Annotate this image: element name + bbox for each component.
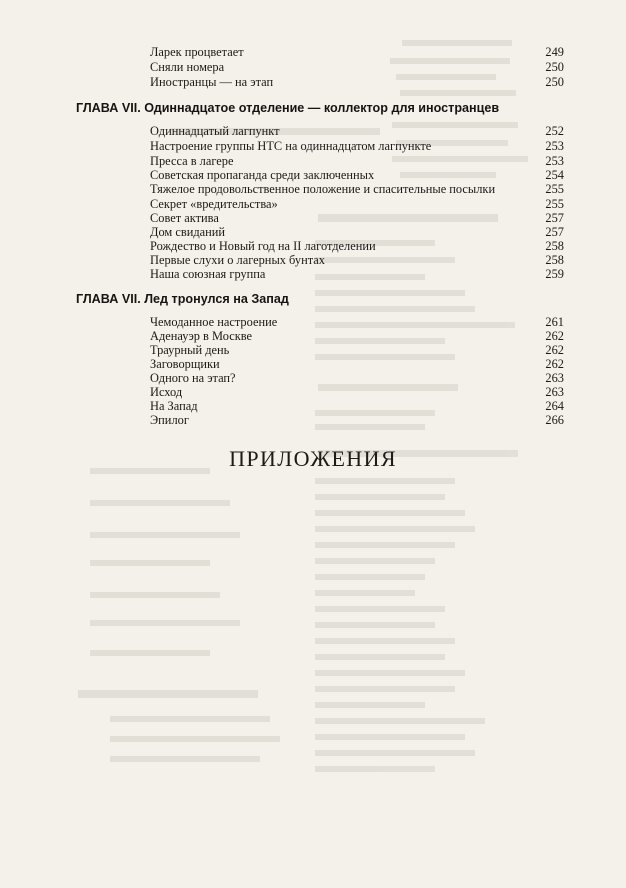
toc-entry-title: Пресса в лагере bbox=[150, 154, 234, 168]
toc-entry-title: Одиннадцатый лагпункт bbox=[150, 124, 280, 138]
toc-entry-title: Наша союзная группа bbox=[150, 267, 266, 281]
toc-entry-title: Аденауэр в Москве bbox=[150, 329, 253, 343]
toc-entry-page: 262 bbox=[545, 343, 564, 357]
toc-entry-title: Настроение группы НТС на одиннадцатом лагпункте bbox=[150, 139, 432, 153]
toc-entry-title: Эпилог bbox=[150, 413, 189, 427]
toc-entry-page: 263 bbox=[545, 371, 564, 385]
toc-entry[interactable] bbox=[150, 181, 564, 197]
toc-entry-page: 250 bbox=[545, 75, 564, 89]
chapter-heading[interactable]: ГЛАВА VII. Лед тронулся на Запад bbox=[76, 292, 289, 306]
toc-entry-title: На Запад bbox=[150, 399, 198, 413]
appendix-heading[interactable]: ПРИЛОЖЕНИЯ bbox=[229, 446, 397, 471]
toc-entry-page: 264 bbox=[545, 399, 564, 413]
toc-entry-title: Дом свиданий bbox=[150, 225, 226, 239]
toc-entry-title: Секрет «вредительства» bbox=[150, 197, 278, 211]
toc-entry-title: Советская пропаганда среди заключенных bbox=[150, 168, 375, 182]
toc-entry[interactable] bbox=[150, 266, 564, 282]
toc-entry-page: 262 bbox=[545, 357, 564, 371]
toc-entry-title: Первые слухи о лагерных бунтах bbox=[150, 253, 325, 267]
toc-entry-page: 257 bbox=[545, 225, 564, 239]
toc-entry-page: 253 bbox=[545, 154, 564, 168]
toc-entry[interactable] bbox=[150, 74, 564, 90]
toc-entry[interactable] bbox=[150, 412, 564, 428]
toc-entry-page: 263 bbox=[545, 385, 564, 399]
toc-entry-page: 253 bbox=[545, 139, 564, 153]
toc-entry[interactable] bbox=[150, 123, 564, 139]
toc-entry-title: Чемоданное настроение bbox=[150, 315, 278, 329]
toc-entry[interactable] bbox=[150, 59, 564, 75]
toc-entry-page: 255 bbox=[545, 182, 564, 196]
chapter-heading[interactable]: ГЛАВА VII. Одиннадцатое отделение — коллектор для иностранцев bbox=[76, 101, 500, 115]
toc-entry-page: 252 bbox=[545, 124, 564, 138]
toc-entry-title: Сняли номера bbox=[150, 60, 225, 74]
toc-entry-page: 266 bbox=[545, 413, 564, 427]
toc-entry-page: 257 bbox=[545, 211, 564, 225]
toc-entry-page: 250 bbox=[545, 60, 564, 74]
toc-entry-page: 249 bbox=[545, 45, 564, 59]
toc-entry-title: Тяжелое продовольственное положение и спасительные посылки bbox=[150, 182, 496, 196]
toc-entry-title: Исход bbox=[150, 385, 183, 399]
toc-entry-page: 258 bbox=[545, 239, 564, 253]
toc-entry-page: 261 bbox=[545, 315, 564, 329]
toc-entry-page: 258 bbox=[545, 253, 564, 267]
toc-entry-page: 259 bbox=[545, 267, 564, 281]
toc-entry[interactable] bbox=[150, 138, 564, 154]
toc-entry-title: Ларек процветает bbox=[150, 45, 244, 59]
toc-entry-page: 254 bbox=[545, 168, 564, 182]
toc-entry-title: Совет актива bbox=[150, 211, 219, 225]
toc-entry-title: Рождество и Новый год на II лаготделении bbox=[150, 239, 376, 253]
toc-entry-page: 262 bbox=[545, 329, 564, 343]
toc-entry-page: 255 bbox=[545, 197, 564, 211]
toc-entry[interactable] bbox=[150, 44, 564, 60]
toc-entry-title: Иностранцы — на этап bbox=[150, 75, 274, 89]
toc-entry-title: Одного на этап? bbox=[150, 371, 236, 385]
toc-entry-title: Траурный день bbox=[150, 343, 230, 357]
toc-entry-title: Заговорщики bbox=[150, 357, 220, 371]
